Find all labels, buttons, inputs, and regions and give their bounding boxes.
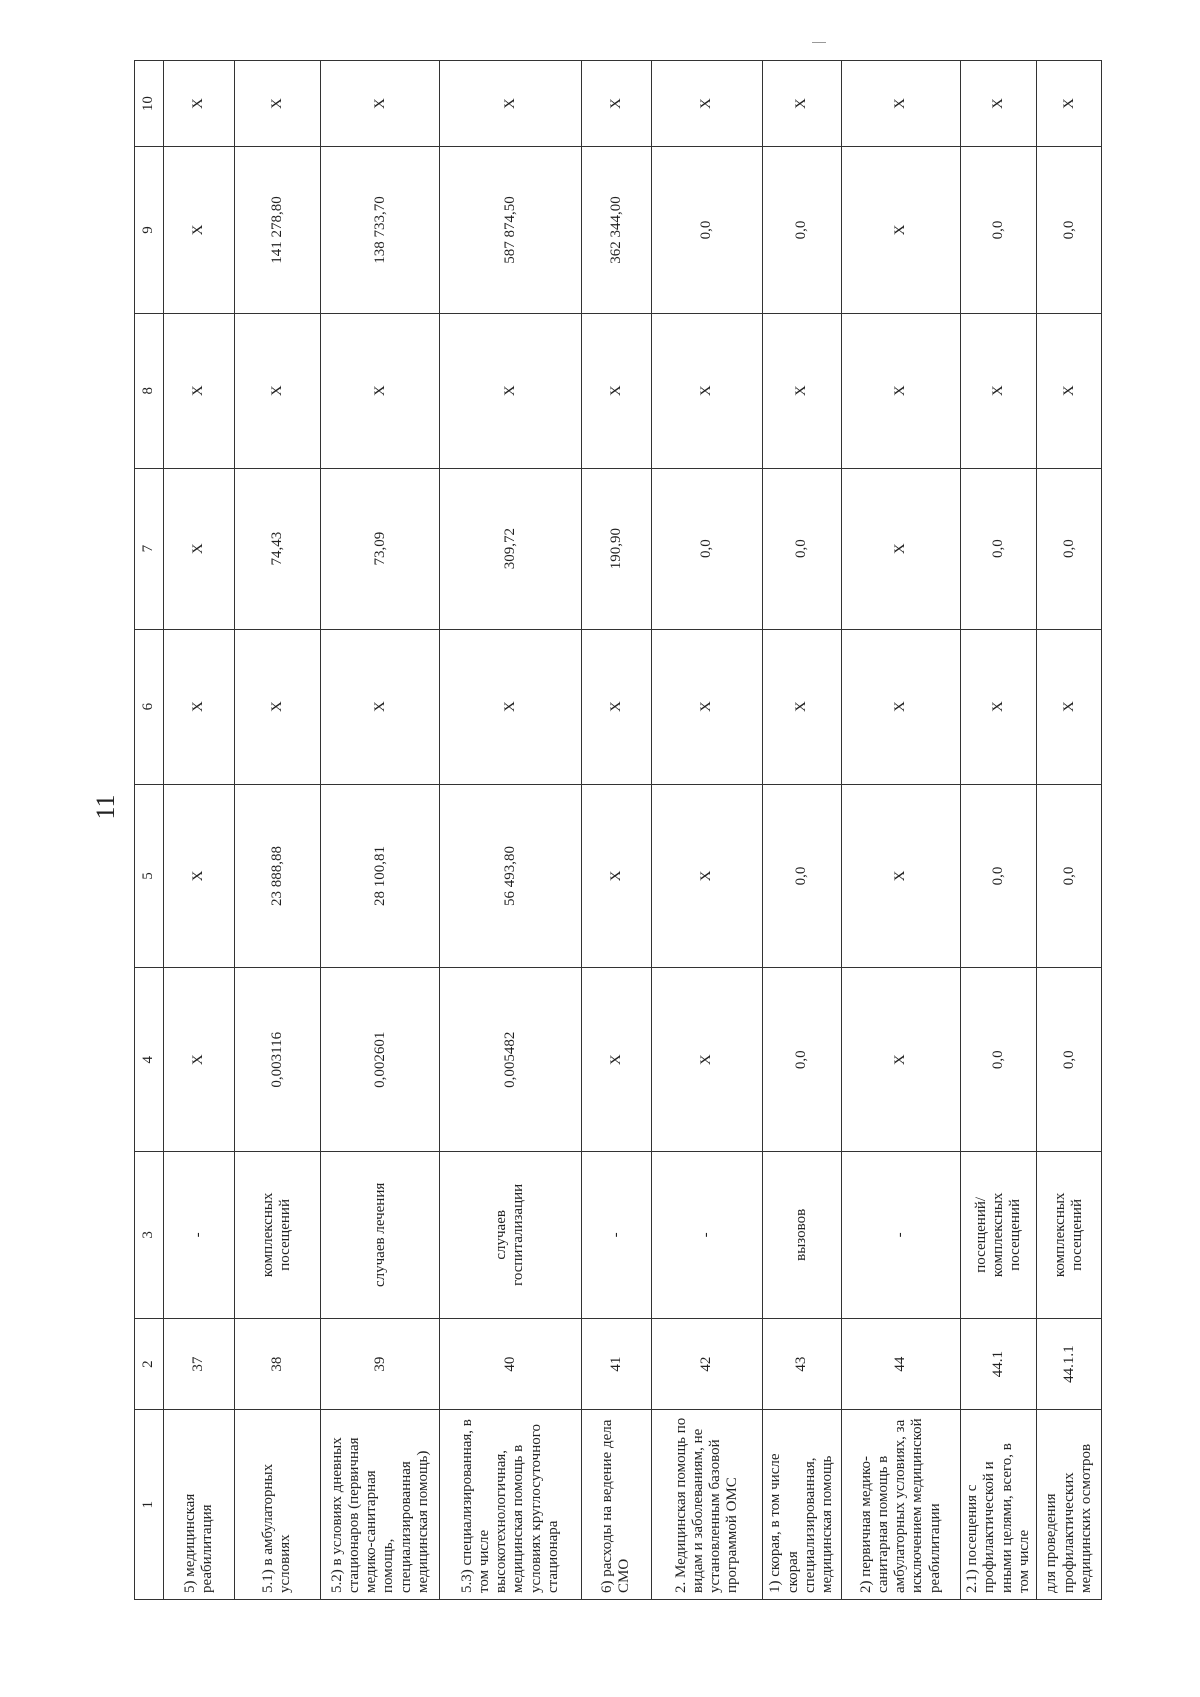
table-cell-col1: 1) скорая, в том числе скорая специализированная, медицинская помощь [763, 1410, 842, 1600]
table-cell-col4: X [164, 968, 235, 1152]
table-cell-col5: X [164, 784, 235, 968]
table-cell-col10: X [581, 61, 652, 147]
header-cell: 9 [135, 147, 164, 314]
table-cell-col5: 0,0 [960, 784, 1037, 968]
table-cell-col10: X [763, 61, 842, 147]
table-row [581, 61, 652, 1600]
table-body [164, 61, 1102, 1600]
table-cell-col2: 42 [652, 1318, 763, 1410]
table-cell-col1: 5) медицинская реабилитация [164, 1410, 235, 1600]
table-cell-col2: 39 [321, 1318, 440, 1410]
table-cell-col1: 5.1) в амбулаторных условиях [234, 1410, 321, 1600]
table-cell-col8: X [234, 313, 321, 468]
table-row [440, 61, 581, 1600]
table-cell-col3: - [164, 1152, 235, 1319]
table-cell-col6: X [581, 629, 652, 784]
table-cell-col7: X [164, 468, 235, 629]
table-cell-col9: 362 344,00 [581, 147, 652, 314]
table-cell-col1: 2. Медицинская помощь по видам и заболеваниям, не установленным базовой программой ОМС [652, 1410, 763, 1600]
table-cell-col10: X [652, 61, 763, 147]
table-cell-col6: X [763, 629, 842, 784]
rotated-table-container [134, 60, 1102, 1600]
table-cell-col4: X [581, 968, 652, 1152]
table-cell-col2: 43 [763, 1318, 842, 1410]
table-row [960, 61, 1037, 1600]
table-cell-col3: комплексных посещений [234, 1152, 321, 1319]
table-cell-col9: X [164, 147, 235, 314]
table-cell-col2: 40 [440, 1318, 581, 1410]
table-cell-col8: X [652, 313, 763, 468]
table-cell-col2: 44 [841, 1318, 960, 1410]
table-row [763, 61, 842, 1600]
header-cell: 4 [135, 968, 164, 1152]
table-cell-col4: X [841, 968, 960, 1152]
table-cell-col2: 44.1.1 [1037, 1318, 1102, 1410]
table-cell-col4: 0,0 [1037, 968, 1102, 1152]
table-cell-col7: 73,09 [321, 468, 440, 629]
page-number: 11 [91, 794, 120, 820]
header-cell: 6 [135, 629, 164, 784]
table-cell-col3: - [841, 1152, 960, 1319]
table-cell-col1: 5.2) в условиях дневных стационаров (первичная медико-санитарная помощь, специализированная медицинская помощь) [321, 1410, 440, 1600]
table-cell-col10: X [440, 61, 581, 147]
table-cell-col6: X [440, 629, 581, 784]
table-cell-col3: вызовов [763, 1152, 842, 1319]
header-cell: 8 [135, 313, 164, 468]
table-cell-col9: 138 733,70 [321, 147, 440, 314]
table-cell-col7: 74,43 [234, 468, 321, 629]
table-row [1037, 61, 1102, 1600]
table-cell-col2: 44.1 [960, 1318, 1037, 1410]
table-cell-col6: X [321, 629, 440, 784]
table-cell-col7: 0,0 [960, 468, 1037, 629]
header-cell: 3 [135, 1152, 164, 1319]
table-cell-col1: для проведения профилактических медицинских осмотров [1037, 1410, 1102, 1600]
table-row [234, 61, 321, 1600]
table-cell-col7: 309,72 [440, 468, 581, 629]
header-cell: 2 [135, 1318, 164, 1410]
table-cell-col3: - [652, 1152, 763, 1319]
table-cell-col6: X [960, 629, 1037, 784]
table-cell-col5: 56 493,80 [440, 784, 581, 968]
table-cell-col10: X [164, 61, 235, 147]
table-cell-col5: X [841, 784, 960, 968]
table-cell-col4: X [652, 968, 763, 1152]
table-row [321, 61, 440, 1600]
table-cell-col6: X [234, 629, 321, 784]
header-row [135, 61, 164, 1600]
table-cell-col3: случаев лечения [321, 1152, 440, 1319]
table-cell-col1: 2.1) посещения с профилактической и иными целями, всего, в том числе [960, 1410, 1037, 1600]
table-cell-col9: 141 278,80 [234, 147, 321, 314]
table-cell-col5: 28 100,81 [321, 784, 440, 968]
table-cell-col5: X [652, 784, 763, 968]
header-cell: 10 [135, 61, 164, 147]
table-cell-col8: X [164, 313, 235, 468]
scan-mark [812, 42, 826, 43]
table-cell-col4: 0,003116 [234, 968, 321, 1152]
table-cell-col5: 23 888,88 [234, 784, 321, 968]
table-cell-col5: X [581, 784, 652, 968]
table-cell-col9: X [841, 147, 960, 314]
table-cell-col7: X [841, 468, 960, 629]
table-cell-col4: 0,0 [763, 968, 842, 1152]
table-cell-col1: 2) первичная медико-санитарная помощь в амбулаторных условиях, за исключением медицинской реабилитации [841, 1410, 960, 1600]
table-cell-col9: 587 874,50 [440, 147, 581, 314]
table-cell-col3: случаев госпитализации [440, 1152, 581, 1319]
table-row [652, 61, 763, 1600]
table-cell-col2: 38 [234, 1318, 321, 1410]
table-cell-col5: 0,0 [1037, 784, 1102, 968]
table-cell-col1: 6) расходы на ведение дела СМО [581, 1410, 652, 1600]
table-cell-col10: X [234, 61, 321, 147]
table-cell-col4: 0,0 [960, 968, 1037, 1152]
table-cell-col7: 190,90 [581, 468, 652, 629]
table-cell-col9: 0,0 [652, 147, 763, 314]
table-cell-col9: 0,0 [763, 147, 842, 314]
table-cell-col3: комплексных посещений [1037, 1152, 1102, 1319]
table-cell-col2: 37 [164, 1318, 235, 1410]
table-cell-col3: - [581, 1152, 652, 1319]
table-cell-col10: X [321, 61, 440, 147]
header-cell: 1 [135, 1410, 164, 1600]
table-cell-col8: X [763, 313, 842, 468]
header-cell: 7 [135, 468, 164, 629]
table-cell-col10: X [841, 61, 960, 147]
table-cell-col7: 0,0 [763, 468, 842, 629]
table-row [164, 61, 235, 1600]
table-cell-col9: 0,0 [1037, 147, 1102, 314]
table-cell-col10: X [1037, 61, 1102, 147]
table-cell-col8: X [960, 313, 1037, 468]
table-cell-col6: X [652, 629, 763, 784]
table-cell-col8: X [321, 313, 440, 468]
table-cell-col8: X [1037, 313, 1102, 468]
table-cell-col6: X [1037, 629, 1102, 784]
table-cell-col7: 0,0 [1037, 468, 1102, 629]
table-cell-col7: 0,0 [652, 468, 763, 629]
table-cell-col5: 0,0 [763, 784, 842, 968]
table-cell-col8: X [440, 313, 581, 468]
table-cell-col10: X [960, 61, 1037, 147]
table-cell-col8: X [841, 313, 960, 468]
table-cell-col4: 0,002601 [321, 968, 440, 1152]
table-row [841, 61, 960, 1600]
header-cell: 5 [135, 784, 164, 968]
data-table [134, 60, 1102, 1600]
table-cell-col9: 0,0 [960, 147, 1037, 314]
table-cell-col3: посещений/ комплексных посещений [960, 1152, 1037, 1319]
table-cell-col6: X [841, 629, 960, 784]
table-cell-col4: 0,005482 [440, 968, 581, 1152]
table-cell-col1: 5.3) специализированная, в том числе высокотехнологичная, медицинская помощь в условиях круглосуточного стационара [440, 1410, 581, 1600]
table-cell-col6: X [164, 629, 235, 784]
table-cell-col8: X [581, 313, 652, 468]
table-cell-col2: 41 [581, 1318, 652, 1410]
